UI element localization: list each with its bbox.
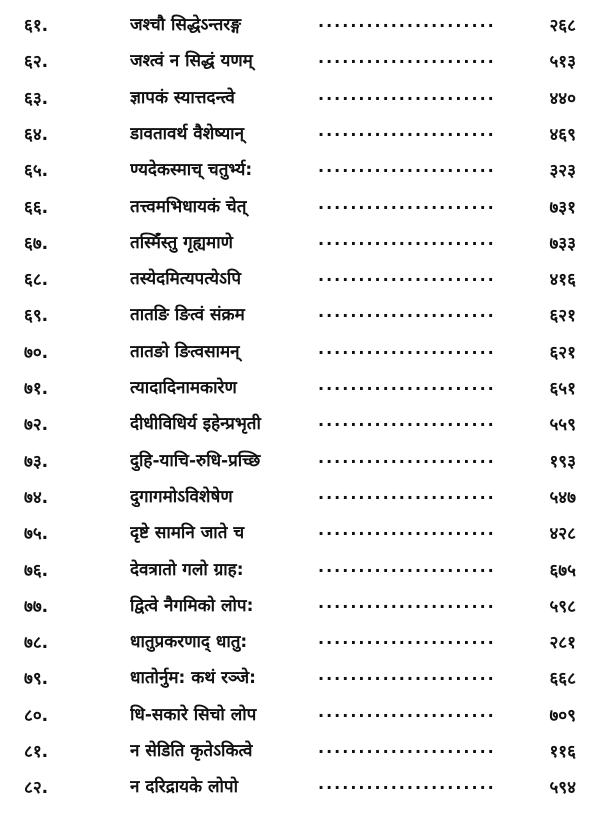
- entry-page-number: ४१६: [549, 270, 576, 291]
- dot-leader: ......................: [318, 520, 496, 540]
- entry-page-number: ३२३: [549, 161, 576, 182]
- dot-leader: ......................: [318, 411, 496, 431]
- index-entry-row: [0, 515, 600, 551]
- index-entry-row: [0, 189, 600, 225]
- entry-title: जश्चौ सिद्धेऽन्तरङ्ग: [130, 15, 242, 35]
- entry-number: ६१.: [24, 16, 49, 36]
- index-entry-row: [0, 225, 600, 261]
- entry-title: धातोर्नुम: कथं रञ्जे:: [130, 668, 256, 689]
- dot-leader: ......................: [318, 556, 496, 576]
- dot-leader: ......................: [318, 629, 496, 649]
- index-entry-row: [0, 588, 600, 624]
- dot-leader: ......................: [318, 120, 496, 140]
- dot-leader: ......................: [318, 592, 496, 612]
- entry-number: ६८.: [24, 270, 49, 291]
- entry-page-number: ५४७: [549, 487, 576, 508]
- entry-page-number: ५१३: [549, 52, 576, 73]
- entry-title: त्यादादिनामकारेण: [130, 378, 237, 398]
- entry-title: देवत्रातो गलो ग्राह:: [130, 559, 244, 580]
- index-entry-row: [0, 80, 600, 116]
- entry-number: ६३.: [24, 88, 49, 109]
- entry-title: न सेडिति कृतेऽकित्वे: [130, 741, 253, 761]
- entry-title: तस्मिँस्तु गृह्यमाणे: [130, 232, 233, 253]
- entry-number: ७१.: [24, 379, 49, 399]
- dot-leader: ......................: [318, 229, 496, 249]
- index-entry-row: [0, 370, 600, 406]
- entry-number: ६७.: [24, 233, 49, 254]
- index-entry-row: [0, 733, 600, 769]
- index-entry-row: [0, 334, 600, 370]
- entry-number: ८१.: [24, 742, 49, 762]
- entry-title: तत्त्वमभिधायकं चेत्: [130, 196, 247, 217]
- entry-number: ६६.: [24, 197, 49, 218]
- entry-page-number: ७३१: [549, 197, 576, 218]
- entry-page-number: ६२१: [549, 342, 576, 363]
- entry-title: द्वित्वे नैगमिको लोप:: [130, 595, 254, 616]
- dot-leader: ......................: [318, 665, 496, 685]
- entry-title: डावतावर्थ वैशेष्यान्: [130, 123, 245, 144]
- entry-page-number: ५५९: [549, 415, 576, 436]
- index-entry-row: [0, 406, 600, 442]
- entry-number: ७२.: [24, 415, 49, 436]
- entry-number: ७९.: [24, 669, 49, 690]
- entry-page-number: ७०९: [549, 705, 576, 726]
- dot-leader: ......................: [318, 774, 496, 794]
- entry-title: दुहि-याचि-रुधि-प्रच्छि: [130, 450, 261, 471]
- entry-title: धि-सकारे सिचो लोप: [130, 704, 257, 725]
- entry-title: तातङो ङित्वसामन्: [130, 341, 240, 362]
- entry-title: दृष्टे सामनि जाते च: [130, 523, 245, 544]
- dot-leader: ......................: [318, 447, 496, 467]
- entry-page-number: ११६: [549, 742, 576, 762]
- dot-leader: ......................: [318, 738, 496, 757]
- entry-page-number: ६५१: [549, 379, 576, 399]
- entry-number: ७५.: [24, 524, 49, 545]
- dot-leader: ......................: [318, 701, 496, 721]
- entry-title: तातङि ङित्वं संक्रम: [130, 305, 245, 326]
- entry-page-number: ६७५: [549, 560, 576, 581]
- entry-number: ६४.: [24, 124, 49, 145]
- entry-number: ७०.: [24, 342, 49, 363]
- index-entry-row: [0, 660, 600, 696]
- entry-page-number: ६२१: [549, 306, 576, 327]
- entry-number: ६९.: [24, 306, 49, 327]
- entry-number: ६२.: [24, 52, 49, 73]
- index-entry-row: [0, 116, 600, 152]
- dot-leader: ......................: [318, 375, 496, 394]
- entry-page-number: ४२८: [549, 524, 576, 545]
- dot-leader: ......................: [318, 193, 496, 213]
- dot-leader: ......................: [318, 84, 496, 104]
- entry-title: दीधीविधिर्य इहेन्प्रभृती: [130, 414, 261, 435]
- entry-title: धातुप्रकरणाद् धातु:: [130, 632, 248, 653]
- entry-number: ७८.: [24, 633, 49, 654]
- index-entry-row: [0, 624, 600, 660]
- dot-leader: ......................: [318, 12, 496, 31]
- dot-leader: ......................: [318, 302, 496, 322]
- entry-page-number: ५९८: [549, 596, 576, 617]
- index-entry-row: [0, 297, 600, 333]
- index-entry-row: [0, 7, 600, 43]
- entry-page-number: २८१: [549, 633, 576, 654]
- index-entry-row: [0, 43, 600, 79]
- index-entry-row: [0, 261, 600, 297]
- entry-number: ८२.: [24, 778, 49, 799]
- entry-number: ८०.: [24, 705, 49, 726]
- index-entry-row: [0, 443, 600, 479]
- entry-title: तस्येदमित्यपत्येऽपि: [130, 269, 241, 290]
- entry-page-number: २६८: [549, 16, 576, 36]
- entry-title: ण्यदेकस्माच् चतुर्भ्य:: [130, 160, 253, 181]
- entry-number: ६५.: [24, 161, 49, 182]
- dot-leader: ......................: [318, 483, 496, 503]
- entry-page-number: ६६८: [549, 669, 576, 690]
- entry-number: ७४.: [24, 487, 49, 508]
- entry-page-number: ४६९: [549, 124, 576, 145]
- entry-page-number: १९३: [549, 451, 576, 472]
- index-entry-row: [0, 769, 600, 805]
- entry-title: ज्ञापकं स्यात्तदन्त्वे: [130, 87, 235, 108]
- dot-leader: ......................: [318, 157, 496, 177]
- entry-page-number: ७३३: [549, 233, 576, 254]
- entry-title: जश्त्वं न सिद्धं यणम्: [130, 51, 253, 72]
- entry-page-number: ५९४: [549, 778, 576, 799]
- index-entry-row: [0, 152, 600, 188]
- dot-leader: ......................: [318, 338, 496, 358]
- dot-leader: ......................: [318, 48, 496, 68]
- index-entry-row: [0, 479, 600, 515]
- entry-number: ७३.: [24, 451, 49, 472]
- index-entry-row: [0, 552, 600, 588]
- entry-title: न दरिद्रायके लोपो: [130, 777, 238, 798]
- entry-number: ७६.: [24, 560, 49, 581]
- dot-leader: ......................: [318, 266, 496, 286]
- entry-number: ७७.: [24, 596, 49, 617]
- index-entry-row: [0, 697, 600, 733]
- entry-page-number: ४४०: [549, 88, 576, 109]
- entry-title: दुगागमोऽविशेषेण: [130, 486, 233, 507]
